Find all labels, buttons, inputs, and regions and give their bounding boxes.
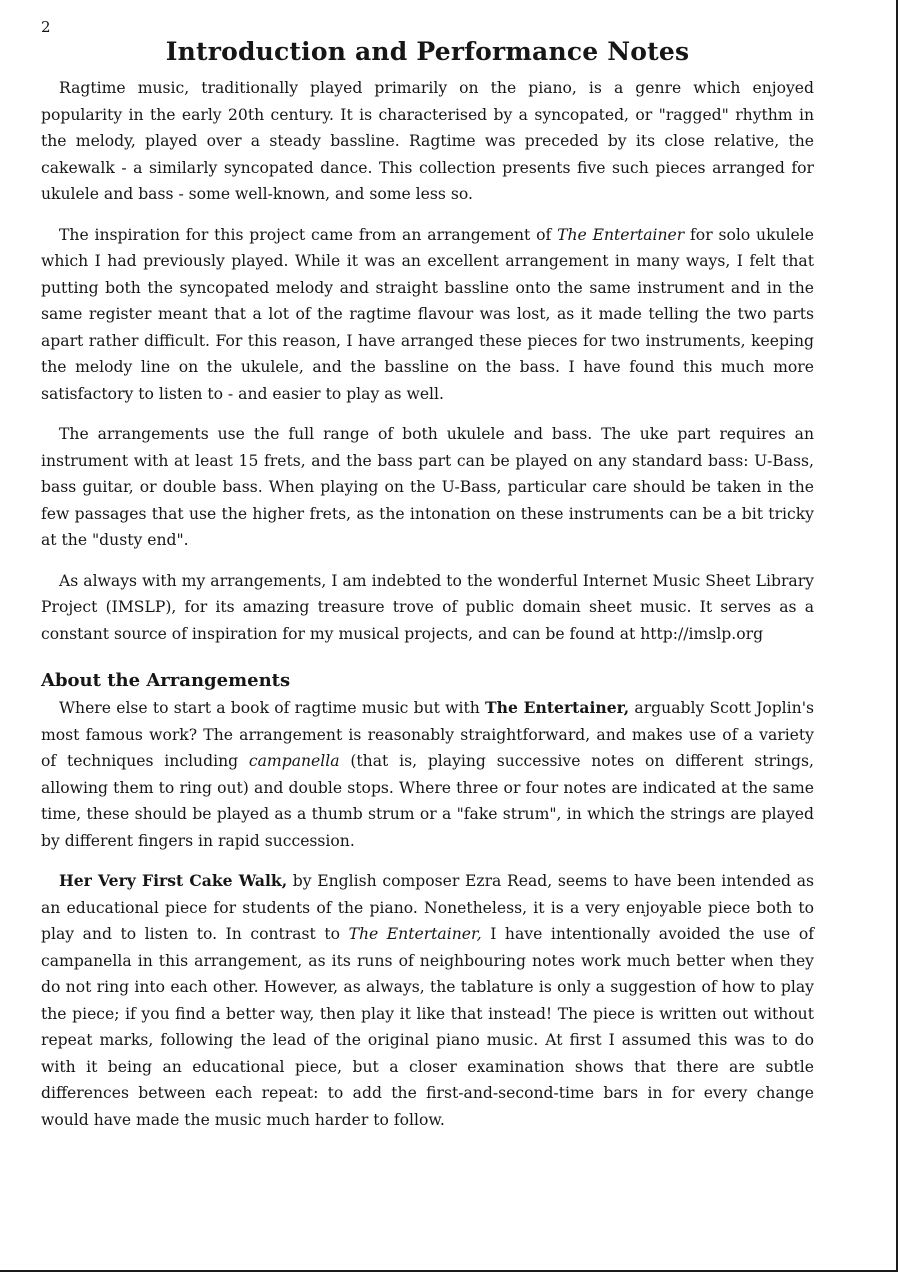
section-heading-arrangements: About the Arrangements (41, 670, 291, 691)
intro-paragraph-2-text-a: The inspiration for this project came from an arrangement of (59, 225, 558, 244)
intro-paragraph-3 (41, 421, 814, 554)
page-content (41, 36, 814, 1147)
intro-paragraph-1-text: Ragtime music, traditionally played primarily on the piano, is a genre which enjoyed popularity in the early 20th century. It is characterised by a syncopated, or "ragged" rhythm in the melody, played over a steady bassline. Ragtime was preceded by its close relative, the cakewalk - a similarly syncopated dance. This collection presents five such pieces arranged for ukulele and bass - some well-known, and some less so. (41, 79, 814, 203)
arrangements-paragraph-1-text-b: arguably Scott Joplin's most famous work? The arrangement is reasonably straightforward, and makes use of a variety of techniques including (41, 699, 814, 770)
arrangements-paragraph-1 (41, 695, 814, 854)
arrangements-paragraph-2-text-a: by English composer Ezra Read, seems to have been intended as an educational piece for students of the piano. Nonetheless, it is a very enjoyable piece both to play and to listen to. In contrast to (41, 872, 814, 943)
arrangements-paragraph-2-text-b: I have intentionally avoided the use of campanella in this arrangement, as its runs of neighbouring notes work much better when they do not ring into each other. However, as always, the tablature is only a suggestion of how to play the piece; if you find a better way, then play it like that instead! The piece is written out without repeat marks, following the lead of the original piano music. At first I assumed this was to do with it being an educational piece, but a closer examination shows that there are subtle differences between each repeat: to add the first-and-second-time bars in for every change would have made the music much harder to follow. (41, 925, 814, 1129)
arrangements-paragraph-2-bold-title: Her Very First Cake Walk, (59, 871, 288, 890)
intro-paragraph-4 (41, 568, 814, 648)
intro-paragraph-2 (41, 222, 814, 408)
arrangements-paragraph-1-text-a: Where else to start a book of ragtime music but with (59, 699, 486, 717)
arrangements-paragraph-1-italic-term: campanella (248, 752, 340, 770)
intro-paragraph-4-text: As always with my arrangements, I am indebted to the wonderful Internet Music Sheet Library Project (IMSLP), for its amazing treasure trove of public domain sheet music. It serves as a constant source of inspiration for my musical projects, and can be found at http://imslp.org (41, 571, 814, 643)
page-number: 2 (41, 18, 51, 36)
arrangements-paragraph-2-italic-title: The Entertainer, (348, 925, 482, 943)
intro-paragraph-2-text-b: for solo ukulele which I had previously played. While it was an excellent arrangement in many ways, I felt that putting both the syncopated melody and straight bassline onto the same instrument and in the same register meant that a lot of the ragtime flavour was lost, as it made telling the two parts apart rather difficult. For this reason, I have arranged these pieces for two instruments, keeping the melody line on the ukulele, and the bassline on the bass. I have found this much more satisfactory to listen to - and easier to play as well. (41, 225, 815, 403)
intro-paragraph-1 (41, 75, 814, 208)
arrangements-paragraph-1-bold-title: The Entertainer, (485, 698, 630, 717)
intro-paragraph-2-title: The Entertainer (557, 225, 685, 244)
intro-paragraph-3-text: The arrangements use the full range of both ukulele and bass. The uke part requires an instrument with at least 15 frets, and the bass part can be played on any standard bass: U-Bass, bass guitar, or double bass. When playing on the U-Bass, particular care should be taken in the few passages that use the higher frets, as the intonation on these instruments can be a bit tricky at the "dusty end". (41, 425, 814, 549)
page-title: Introduction and Performance Notes (165, 37, 690, 66)
arrangements-paragraph-2 (41, 868, 814, 1133)
arrangements-paragraph-1-text-c: (that is, playing successive notes on different strings, allowing them to ring out) and double stops. Where three or four notes are indicated at the same time, these should be played as a thumb strum or a "fake strum", in which the strings are played by different fingers in rapid succession. (41, 752, 814, 850)
